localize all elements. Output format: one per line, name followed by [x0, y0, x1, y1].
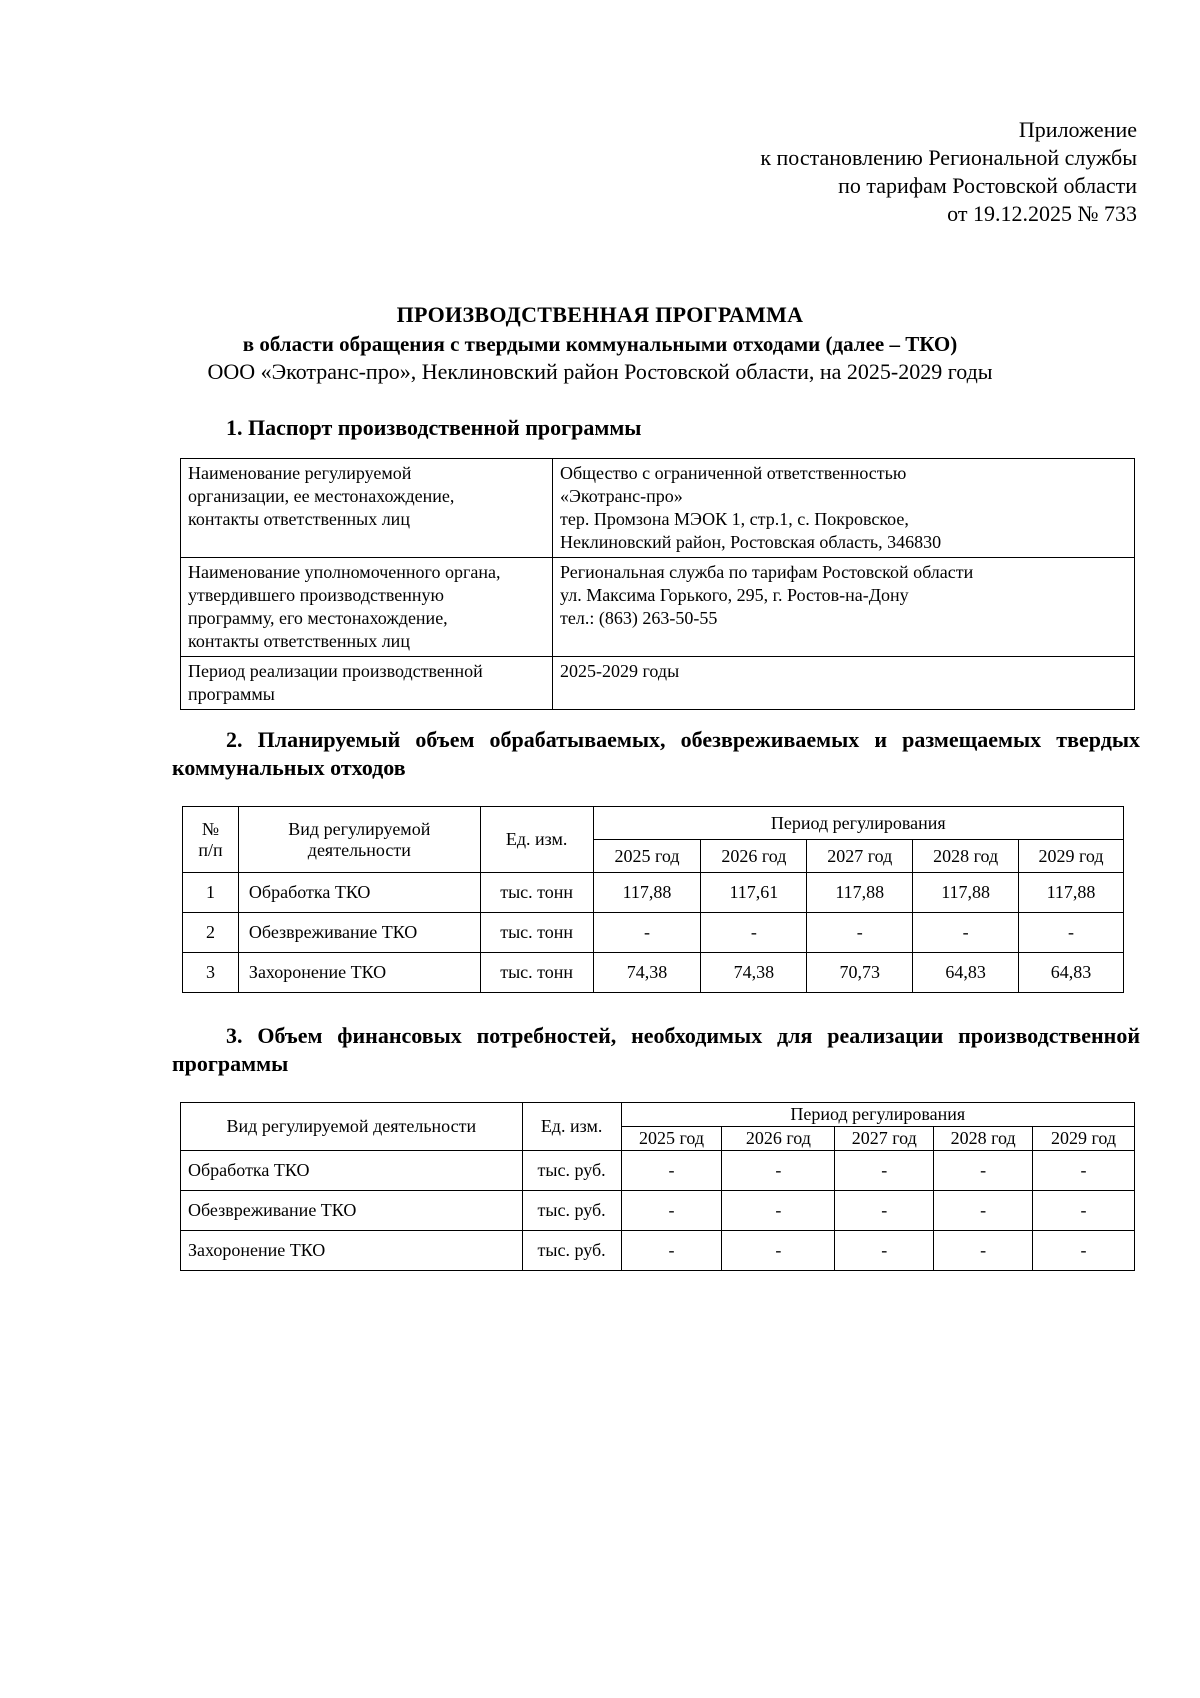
passport-label-line: организации, ее местонахождение,: [188, 486, 455, 506]
row-value: -: [722, 1191, 835, 1231]
table-row: [183, 953, 1124, 993]
row-value: -: [835, 1191, 934, 1231]
row-number: 1: [183, 873, 239, 913]
column-header-year: 2027 год: [835, 1127, 934, 1151]
row-value: -: [1033, 1191, 1135, 1231]
passport-row: [181, 459, 1135, 558]
row-value: -: [807, 913, 913, 953]
passport-label-line: контакты ответственных лиц: [188, 509, 410, 529]
appendix-line: Приложение: [1018, 117, 1137, 142]
passport-value-line: тер. Промзона МЭОК 1, стр.1, с. Покровское,: [560, 509, 909, 529]
column-header-activity-line2: деятельности: [307, 839, 411, 860]
row-unit: тыс. руб.: [522, 1231, 621, 1271]
row-value: 74,38: [593, 953, 701, 993]
row-value: -: [1019, 913, 1124, 953]
column-header-activity: [238, 807, 480, 873]
row-value: -: [1033, 1151, 1135, 1191]
passport-value-line: Региональная служба по тарифам Ростовской области: [560, 562, 974, 582]
column-header-year: 2025 год: [621, 1127, 722, 1151]
appendix-line: от 19.12.2025 № 733: [947, 201, 1137, 226]
row-unit: тыс. тонн: [480, 953, 593, 993]
column-header-period: Период регулирования: [621, 1103, 1134, 1127]
section3-heading: [172, 1022, 1140, 1078]
passport-value-line: ул. Максима Горького, 295, г. Ростов-на-Дону: [560, 585, 909, 605]
passport-label-line: утвердившего производственную: [188, 585, 444, 605]
passport-row: [181, 558, 1135, 657]
row-value: -: [621, 1151, 722, 1191]
passport-value-cell: [553, 657, 1135, 710]
passport-label-cell: [181, 459, 553, 558]
row-activity: Захоронение ТКО: [238, 953, 480, 993]
passport-value-line: 2025-2029 годы: [560, 661, 680, 681]
column-header-number-line2: п/п: [198, 839, 223, 860]
table-row: [181, 1151, 1135, 1191]
volume-table: [182, 806, 1124, 993]
row-activity: Обезвреживание ТКО: [238, 913, 480, 953]
row-value: 117,61: [701, 873, 807, 913]
appendix-line: по тарифам Ростовской области: [838, 173, 1137, 198]
row-value: 117,88: [807, 873, 913, 913]
row-value: -: [934, 1231, 1033, 1271]
document-subtitle: в области обращения с твердыми коммунальными отходами (далее – ТКО): [242, 332, 958, 356]
row-value: 64,83: [913, 953, 1019, 993]
row-value: -: [1033, 1231, 1135, 1271]
table-row: [183, 873, 1124, 913]
row-value: 117,88: [593, 873, 701, 913]
section2-heading: [172, 726, 1140, 782]
passport-label-line: контакты ответственных лиц: [188, 631, 410, 651]
column-header-year: 2028 год: [934, 1127, 1033, 1151]
row-value: -: [913, 913, 1019, 953]
row-value: 70,73: [807, 953, 913, 993]
row-value: -: [722, 1151, 835, 1191]
column-header-year: 2026 год: [722, 1127, 835, 1151]
column-header-period: Период регулирования: [593, 807, 1123, 840]
appendix-line: к постановлению Региональной службы: [760, 145, 1137, 170]
row-value: -: [621, 1231, 722, 1271]
column-header-year: 2028 год: [913, 840, 1019, 873]
column-header-unit: Ед. изм.: [480, 807, 593, 873]
row-value: 74,38: [701, 953, 807, 993]
row-value: 64,83: [1019, 953, 1124, 993]
passport-table: [180, 458, 1135, 710]
passport-row: [181, 657, 1135, 710]
section1-heading: 1. Паспорт производственной программы: [226, 415, 642, 440]
passport-value-line: «Экотранс-про»: [560, 486, 683, 506]
column-header-year: 2029 год: [1019, 840, 1124, 873]
table-row: [183, 913, 1124, 953]
row-value: 117,88: [1019, 873, 1124, 913]
column-header-number-line1: №: [201, 818, 220, 839]
row-value: -: [621, 1191, 722, 1231]
column-header-activity: Вид регулируемой деятельности: [181, 1103, 523, 1151]
row-value: -: [835, 1231, 934, 1271]
column-header-year: 2029 год: [1033, 1127, 1135, 1151]
column-header-unit: Ед. изм.: [522, 1103, 621, 1151]
column-header-activity-line1: Вид регулируемой: [288, 818, 431, 839]
passport-label-line: Период реализации производственной: [188, 661, 483, 681]
passport-label-line: программу, его местонахождение,: [188, 608, 448, 628]
column-header-year: 2026 год: [701, 840, 807, 873]
row-value: 117,88: [913, 873, 1019, 913]
section2-heading-text: Планируемый объем обрабатываемых, обезвреживаемых и размещаемых твердых коммунальных отходов: [172, 727, 1140, 780]
row-number: 3: [183, 953, 239, 993]
row-value: -: [934, 1151, 1033, 1191]
finance-table: [180, 1102, 1135, 1271]
row-value: -: [722, 1231, 835, 1271]
passport-value-line: тел.: (863) 263-50-55: [560, 608, 718, 628]
row-unit: тыс. руб.: [522, 1151, 621, 1191]
section3-heading-number: 3.: [226, 1023, 243, 1048]
passport-label-line: программы: [188, 684, 275, 704]
row-value: -: [701, 913, 807, 953]
row-activity: Обезвреживание ТКО: [181, 1191, 523, 1231]
row-value: -: [835, 1151, 934, 1191]
row-unit: тыс. тонн: [480, 913, 593, 953]
row-value: -: [593, 913, 701, 953]
table-row: [181, 1231, 1135, 1271]
passport-value-line: Неклиновский район, Ростовская область, 346830: [560, 532, 942, 552]
row-activity: Обработка ТКО: [238, 873, 480, 913]
table-row: [181, 1191, 1135, 1231]
section3-heading-text: Объем финансовых потребностей, необходимых для реализации производственной программы: [172, 1023, 1141, 1076]
section2-heading-number: 2.: [226, 727, 243, 752]
column-header-number: [183, 807, 239, 873]
row-activity: Захоронение ТКО: [181, 1231, 523, 1271]
column-header-year: 2025 год: [593, 840, 701, 873]
passport-label-line: Наименование уполномоченного органа,: [188, 562, 501, 582]
organization-line: ООО «Экотранс-про», Неклиновский район Ростовской области, на 2025-2029 годы: [207, 359, 993, 384]
document-title: ПРОИЗВОДСТВЕННАЯ ПРОГРАММА: [396, 302, 804, 327]
row-value: -: [934, 1191, 1033, 1231]
row-number: 2: [183, 913, 239, 953]
appendix-header: [760, 116, 1137, 228]
row-activity: Обработка ТКО: [181, 1151, 523, 1191]
column-header-year: 2027 год: [807, 840, 913, 873]
passport-label-cell: [181, 558, 553, 657]
passport-value-cell: [553, 558, 1135, 657]
row-unit: тыс. руб.: [522, 1191, 621, 1231]
document-title-block: [0, 302, 1200, 385]
row-unit: тыс. тонн: [480, 873, 593, 913]
passport-value-cell: [553, 459, 1135, 558]
passport-label-line: Наименование регулируемой: [188, 463, 412, 483]
passport-value-line: Общество с ограниченной ответственностью: [560, 463, 907, 483]
passport-label-cell: [181, 657, 553, 710]
